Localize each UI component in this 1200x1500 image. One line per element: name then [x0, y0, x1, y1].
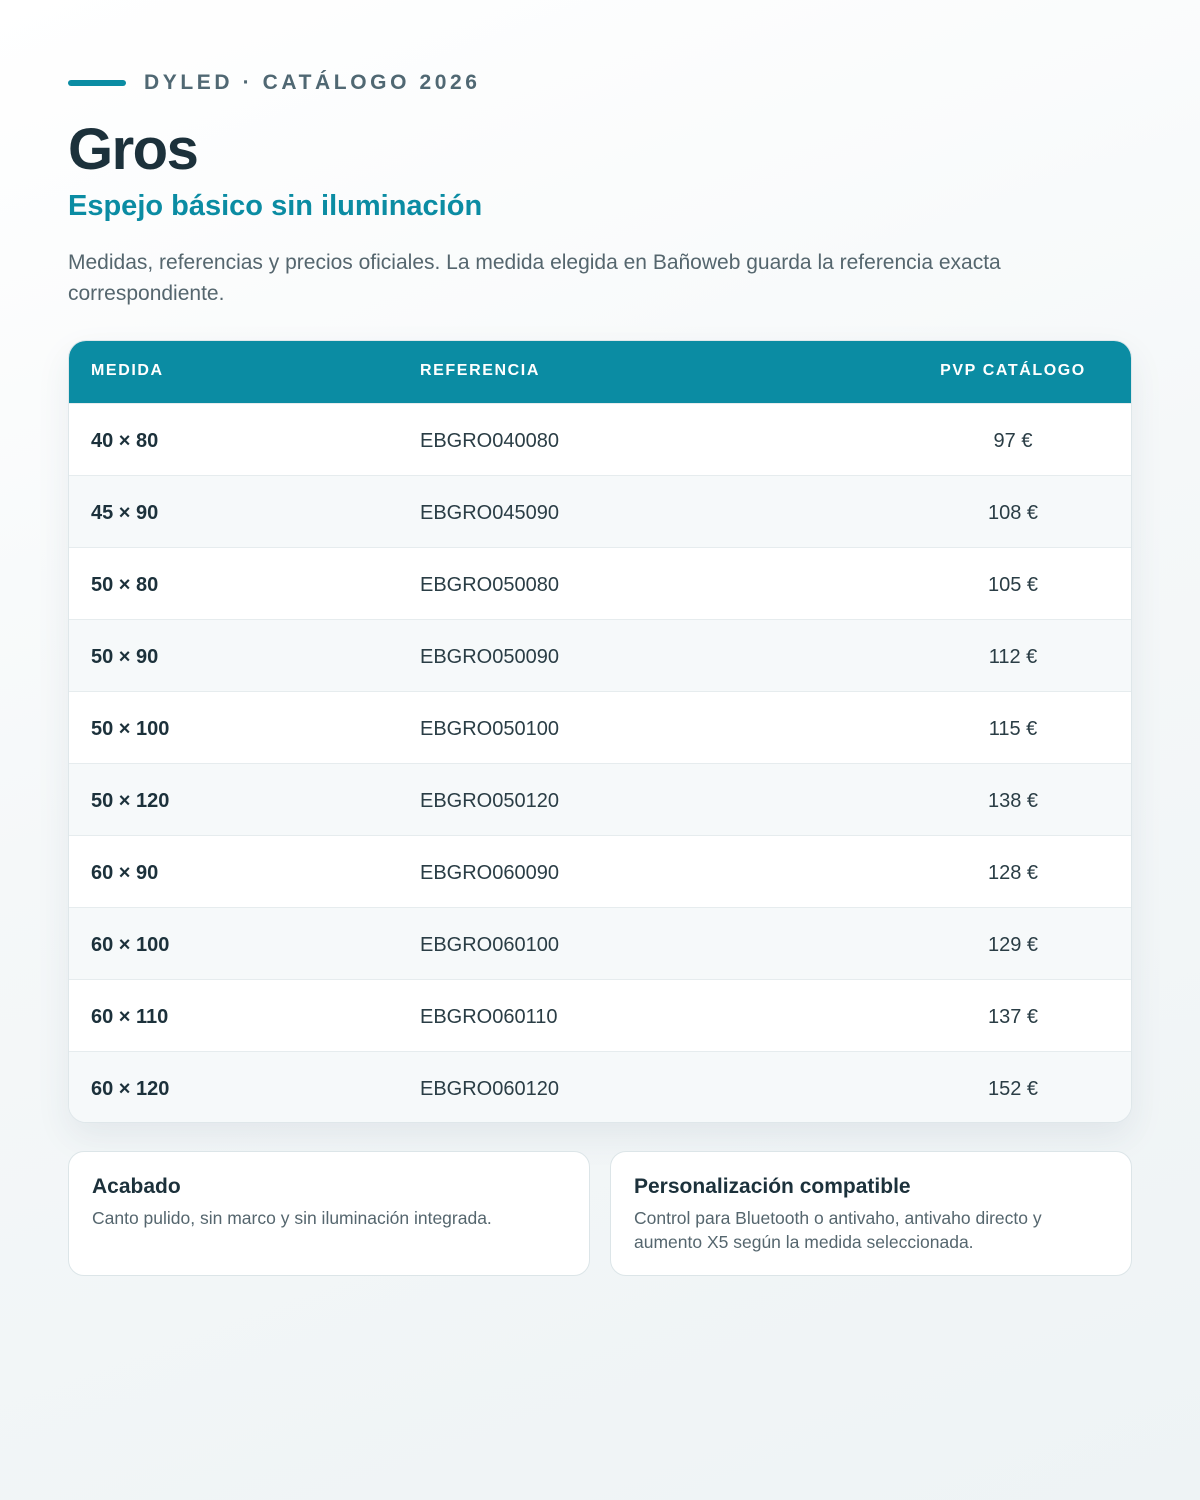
finish-card	[68, 1151, 590, 1276]
cell-pvp: 108 €	[987, 502, 1039, 524]
info-cards	[68, 1151, 1132, 1276]
page-title: Gros	[68, 117, 198, 182]
cell-referencia: EBGRO045090	[420, 502, 559, 524]
price-table	[68, 340, 1132, 1123]
cell-referencia: EBGRO060120	[420, 1078, 559, 1100]
cell-referencia: EBGRO040080	[420, 430, 559, 452]
table-row	[69, 403, 1131, 475]
cell-referencia: EBGRO050100	[420, 718, 559, 740]
column-header-pvp: PVP CATÁLOGO	[940, 362, 1086, 379]
customization-card-text: Control para Bluetooth o antivaho, antivaho directo y aumento X5 según la medida seleccionada.	[634, 1208, 1042, 1252]
cell-pvp: 128 €	[987, 862, 1039, 884]
kicker-accent-bar	[68, 80, 126, 86]
cell-medida: 60 × 110	[91, 1006, 169, 1028]
customization-card	[610, 1151, 1132, 1276]
cell-pvp: 115 €	[988, 718, 1038, 740]
table-row	[69, 619, 1131, 691]
cell-pvp: 137 €	[987, 1006, 1039, 1028]
cell-referencia: EBGRO060100	[420, 934, 559, 956]
cell-medida: 45 × 90	[91, 502, 159, 524]
cell-referencia: EBGRO050090	[420, 646, 559, 668]
kicker-text: DYLED · CATÁLOGO 2026	[144, 71, 481, 94]
cell-medida: 60 × 90	[91, 862, 159, 884]
customization-card-title: Personalización compatible	[634, 1175, 911, 1198]
cell-pvp: 97 €	[993, 430, 1033, 452]
cell-medida: 50 × 120	[91, 790, 170, 812]
cell-referencia: EBGRO050120	[420, 790, 559, 812]
page-subtitle: Espejo básico sin iluminación	[68, 190, 483, 222]
table-row	[69, 907, 1131, 979]
kicker	[68, 70, 481, 96]
cell-referencia: EBGRO060110	[420, 1006, 558, 1028]
table-row	[69, 763, 1131, 835]
finish-card-text: Canto pulido, sin marco y sin iluminación integrada.	[92, 1208, 492, 1228]
cell-pvp: 138 €	[987, 790, 1039, 812]
column-header-medida: MEDIDA	[91, 362, 164, 379]
cell-medida: 60 × 120	[91, 1078, 170, 1100]
cell-pvp: 129 €	[987, 934, 1039, 956]
finish-card-title: Acabado	[92, 1175, 181, 1198]
cell-medida: 50 × 90	[91, 646, 159, 668]
table-row	[69, 979, 1131, 1051]
table-header	[69, 341, 1131, 403]
table-row	[69, 475, 1131, 547]
table-row	[69, 835, 1131, 907]
cell-medida: 60 × 100	[91, 934, 170, 956]
cell-medida: 50 × 80	[91, 574, 159, 596]
cell-referencia: EBGRO060090	[420, 862, 559, 884]
cell-pvp: 105 €	[987, 574, 1039, 596]
cell-medida: 40 × 80	[91, 430, 159, 452]
table-row	[69, 547, 1131, 619]
cell-pvp: 152 €	[987, 1078, 1039, 1100]
column-header-referencia: REFERENCIA	[420, 362, 541, 379]
intro-text: Medidas, referencias y precios oficiales. La medida elegida en Bañoweb guarda la referencia exacta correspondiente.	[68, 251, 1001, 305]
cell-medida: 50 × 100	[91, 718, 170, 740]
table-row	[69, 1051, 1131, 1123]
cell-pvp: 112 €	[988, 646, 1038, 668]
cell-referencia: EBGRO050080	[420, 574, 559, 596]
table-row	[69, 691, 1131, 763]
